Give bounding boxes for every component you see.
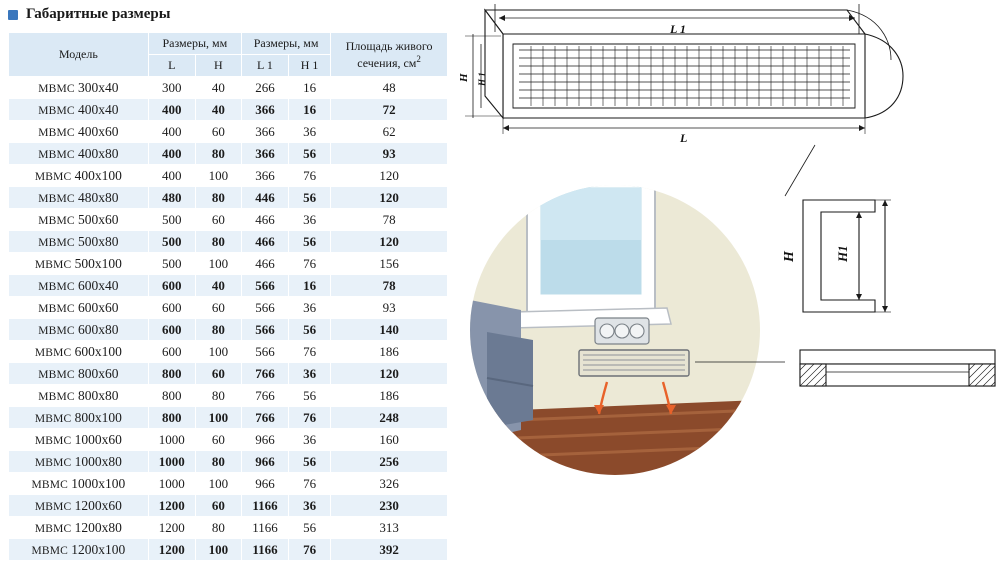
- cell-h1: 76: [289, 539, 331, 561]
- cell-l: 400: [148, 165, 195, 187]
- table-row: [9, 209, 448, 231]
- cell-model: [9, 297, 149, 319]
- cell-h1: 76: [289, 473, 331, 495]
- cell-h1: 56: [289, 187, 331, 209]
- label-h-left: H: [458, 73, 470, 82]
- model-size: 300х40: [78, 79, 119, 95]
- cell-h: 80: [195, 143, 241, 165]
- grille-perspective-drawing: [485, 10, 903, 118]
- cell-area: 120: [331, 231, 448, 253]
- bullet-icon: [8, 10, 18, 20]
- model-size: 500х80: [78, 233, 119, 249]
- cell-h1: 16: [289, 77, 331, 99]
- table-row: [9, 385, 448, 407]
- model-prefix: МВМС: [34, 258, 72, 271]
- model-prefix: МВМС: [38, 126, 75, 139]
- model-size: 800х80: [78, 387, 119, 403]
- cell-area: 156: [331, 253, 448, 275]
- cell-l: 800: [148, 363, 195, 385]
- cell-area: 93: [331, 143, 448, 165]
- model-prefix: МВМС: [38, 214, 75, 227]
- cell-area: 48: [331, 77, 448, 99]
- cell-area: 120: [331, 363, 448, 385]
- page-title-label: Габаритные размеры: [26, 6, 171, 22]
- cell-l1: 566: [241, 275, 288, 297]
- cell-area: 186: [331, 385, 448, 407]
- model-prefix: МВМС: [31, 544, 69, 557]
- cell-model: [9, 165, 149, 187]
- dimensions-table-wrap: [8, 32, 448, 561]
- cell-h: 80: [195, 385, 241, 407]
- cell-model: [9, 341, 149, 363]
- cell-model: [9, 187, 149, 209]
- cell-l: 1200: [148, 495, 195, 517]
- cell-h: 80: [195, 451, 241, 473]
- model-size: 1000х80: [74, 453, 122, 469]
- cell-l: 500: [148, 253, 195, 275]
- cell-l: 400: [148, 121, 195, 143]
- model-size: 400х80: [78, 145, 119, 161]
- cell-l1: 466: [241, 253, 288, 275]
- model-size: 500х100: [74, 255, 122, 271]
- label-h1-left: H 1: [477, 72, 487, 86]
- model-size: 1000х100: [71, 475, 126, 491]
- table-row: [9, 495, 448, 517]
- th-h1: H 1: [289, 55, 331, 77]
- th-area-label: Площадь живого сечения, см: [345, 38, 433, 70]
- cell-area: 230: [331, 495, 448, 517]
- th-h: H: [195, 55, 241, 77]
- cell-l: 600: [148, 275, 195, 297]
- cell-area: 62: [331, 121, 448, 143]
- model-prefix: МВМС: [34, 500, 72, 513]
- cell-l1: 566: [241, 319, 288, 341]
- cell-h: 60: [195, 363, 241, 385]
- table-head: [9, 33, 448, 77]
- cell-model: [9, 209, 149, 231]
- model-prefix: МВМС: [34, 522, 72, 535]
- cell-area: 326: [331, 473, 448, 495]
- cell-h: 100: [195, 253, 241, 275]
- cell-h1: 16: [289, 275, 331, 297]
- cell-h1: 16: [289, 99, 331, 121]
- table-row: [9, 319, 448, 341]
- model-size: 600х100: [74, 343, 122, 359]
- page-title: [8, 6, 170, 23]
- cell-h: 60: [195, 495, 241, 517]
- cell-h: 80: [195, 517, 241, 539]
- cell-h1: 36: [289, 495, 331, 517]
- table-row: [9, 341, 448, 363]
- model-prefix: МВМС: [31, 478, 69, 491]
- table-row: [9, 165, 448, 187]
- cell-area: 392: [331, 539, 448, 561]
- cell-l1: 1166: [241, 539, 288, 561]
- table-row: [9, 253, 448, 275]
- cell-l: 500: [148, 231, 195, 253]
- dimensions-table: [8, 32, 448, 561]
- cell-l: 500: [148, 209, 195, 231]
- cell-h1: 56: [289, 319, 331, 341]
- cell-model: [9, 231, 149, 253]
- table-row: [9, 99, 448, 121]
- cell-l1: 446: [241, 187, 288, 209]
- cell-h1: 36: [289, 209, 331, 231]
- th-l1: L 1: [241, 55, 288, 77]
- cell-area: 78: [331, 209, 448, 231]
- cell-area: 78: [331, 275, 448, 297]
- cell-h1: 76: [289, 253, 331, 275]
- cell-h: 60: [195, 209, 241, 231]
- cell-l: 300: [148, 77, 195, 99]
- cell-model: [9, 429, 149, 451]
- table-header-row-1: [9, 33, 448, 55]
- cell-model: [9, 77, 149, 99]
- hatch-left: [800, 364, 826, 386]
- cell-model: [9, 517, 149, 539]
- model-size: 800х100: [74, 409, 122, 425]
- th-model: Модель: [9, 33, 149, 77]
- cell-model: [9, 253, 149, 275]
- cell-area: 248: [331, 407, 448, 429]
- table-row: [9, 77, 448, 99]
- cell-l: 600: [148, 319, 195, 341]
- label-l-bottom: L: [680, 131, 688, 145]
- cell-h: 40: [195, 275, 241, 297]
- cell-l1: 966: [241, 429, 288, 451]
- cell-model: [9, 143, 149, 165]
- cell-l: 400: [148, 99, 195, 121]
- cell-l: 1000: [148, 451, 195, 473]
- cell-model: [9, 121, 149, 143]
- table-row: [9, 539, 448, 561]
- model-size: 800х60: [78, 365, 119, 381]
- table-row: [9, 297, 448, 319]
- cell-model: [9, 539, 149, 561]
- cell-l1: 366: [241, 165, 288, 187]
- model-prefix: МВМС: [38, 324, 75, 337]
- model-size: 1200х60: [74, 497, 122, 513]
- cell-l: 480: [148, 187, 195, 209]
- cell-l1: 366: [241, 121, 288, 143]
- model-prefix: МВМС: [34, 346, 72, 359]
- cell-model: [9, 275, 149, 297]
- label-h-section: H: [782, 251, 797, 262]
- table-row: [9, 429, 448, 451]
- cell-h1: 76: [289, 341, 331, 363]
- th-area-sup: 2: [416, 53, 421, 64]
- cell-area: 93: [331, 297, 448, 319]
- cell-h1: 36: [289, 363, 331, 385]
- cell-model: [9, 319, 149, 341]
- label-h1-section: H1: [835, 245, 850, 262]
- cell-l1: 566: [241, 297, 288, 319]
- model-prefix: МВМС: [38, 368, 75, 381]
- cell-h1: 36: [289, 121, 331, 143]
- cell-model: [9, 495, 149, 517]
- cell-l: 1200: [148, 517, 195, 539]
- table-row: [9, 363, 448, 385]
- cell-l1: 366: [241, 143, 288, 165]
- label-l1-top: L 1: [670, 22, 686, 36]
- table-row: [9, 187, 448, 209]
- cell-l1: 566: [241, 341, 288, 363]
- cell-h: 100: [195, 165, 241, 187]
- th-area: [331, 33, 448, 77]
- cell-model: [9, 407, 149, 429]
- cell-area: 186: [331, 341, 448, 363]
- model-size: 500х60: [78, 211, 119, 227]
- model-size: 400х60: [78, 123, 119, 139]
- model-prefix: МВМС: [38, 82, 75, 95]
- cell-model: [9, 385, 149, 407]
- model-size: 400х40: [78, 101, 119, 117]
- cell-h: 100: [195, 407, 241, 429]
- cell-l1: 266: [241, 77, 288, 99]
- cell-h: 40: [195, 99, 241, 121]
- cell-h: 100: [195, 473, 241, 495]
- model-prefix: МВМС: [38, 390, 75, 403]
- model-prefix: МВМС: [38, 148, 75, 161]
- model-prefix: МВМС: [34, 434, 72, 447]
- model-size: 400х100: [74, 167, 122, 183]
- cell-l: 600: [148, 341, 195, 363]
- cell-h: 80: [195, 319, 241, 341]
- cell-h: 100: [195, 539, 241, 561]
- cell-l: 1200: [148, 539, 195, 561]
- model-size: 600х40: [78, 277, 119, 293]
- cell-h: 60: [195, 429, 241, 451]
- hatch-right: [969, 364, 995, 386]
- model-size: 600х80: [78, 321, 119, 337]
- technical-drawing: [455, 0, 1001, 526]
- cell-model: [9, 451, 149, 473]
- model-size: 1000х60: [74, 431, 122, 447]
- table-body: [9, 77, 448, 561]
- cell-h1: 56: [289, 451, 331, 473]
- room-scene-circle: [470, 175, 760, 480]
- cell-l1: 966: [241, 473, 288, 495]
- table-row: [9, 231, 448, 253]
- cell-h: 60: [195, 121, 241, 143]
- table-row: [9, 275, 448, 297]
- cell-l1: 766: [241, 385, 288, 407]
- cell-h: 80: [195, 231, 241, 253]
- cell-l1: 366: [241, 99, 288, 121]
- cell-l: 1000: [148, 429, 195, 451]
- cell-h: 40: [195, 77, 241, 99]
- cell-l1: 466: [241, 209, 288, 231]
- cell-model: [9, 99, 149, 121]
- cell-l1: 466: [241, 231, 288, 253]
- cell-l1: 966: [241, 451, 288, 473]
- cell-area: 72: [331, 99, 448, 121]
- model-prefix: МВМС: [38, 302, 75, 315]
- cell-area: 160: [331, 429, 448, 451]
- cell-h1: 56: [289, 231, 331, 253]
- model-prefix: МВМС: [38, 192, 75, 205]
- table-row: [9, 517, 448, 539]
- th-group-l1h1: Размеры, мм: [241, 33, 330, 55]
- illustration-panel: [455, 0, 1001, 526]
- table-row: [9, 143, 448, 165]
- table-row: [9, 473, 448, 495]
- model-prefix: МВМС: [38, 280, 75, 293]
- model-size: 1200х80: [74, 519, 122, 535]
- model-prefix: МВМС: [34, 456, 72, 469]
- cell-h1: 36: [289, 429, 331, 451]
- model-size: 1200х100: [71, 541, 126, 557]
- cell-area: 313: [331, 517, 448, 539]
- cell-h1: 56: [289, 517, 331, 539]
- cell-l: 800: [148, 407, 195, 429]
- model-prefix: МВМС: [38, 236, 75, 249]
- model-size: 480х80: [78, 189, 119, 205]
- th-group-lh: Размеры, мм: [148, 33, 241, 55]
- cell-area: 120: [331, 187, 448, 209]
- model-prefix: МВМС: [38, 104, 75, 117]
- th-l: L: [148, 55, 195, 77]
- cell-h: 100: [195, 341, 241, 363]
- cell-h1: 56: [289, 385, 331, 407]
- cell-l1: 766: [241, 407, 288, 429]
- cell-l1: 1166: [241, 517, 288, 539]
- cell-h1: 36: [289, 297, 331, 319]
- cell-l: 1000: [148, 473, 195, 495]
- cell-h1: 56: [289, 143, 331, 165]
- cell-l1: 766: [241, 363, 288, 385]
- cell-l1: 1166: [241, 495, 288, 517]
- cell-l: 600: [148, 297, 195, 319]
- table-row: [9, 451, 448, 473]
- cell-h1: 76: [289, 165, 331, 187]
- table-row: [9, 407, 448, 429]
- cell-h: 80: [195, 187, 241, 209]
- table-row: [9, 121, 448, 143]
- flat-section-drawing: [800, 350, 995, 386]
- model-prefix: МВМС: [34, 412, 72, 425]
- cell-l: 400: [148, 143, 195, 165]
- cell-h1: 76: [289, 407, 331, 429]
- cell-model: [9, 363, 149, 385]
- cell-area: 120: [331, 165, 448, 187]
- cell-area: 256: [331, 451, 448, 473]
- leader-line-top: [785, 145, 815, 196]
- cell-area: 140: [331, 319, 448, 341]
- model-prefix: МВМС: [34, 170, 72, 183]
- cell-h: 60: [195, 297, 241, 319]
- model-size: 600х60: [78, 299, 119, 315]
- cell-l: 800: [148, 385, 195, 407]
- cell-model: [9, 473, 149, 495]
